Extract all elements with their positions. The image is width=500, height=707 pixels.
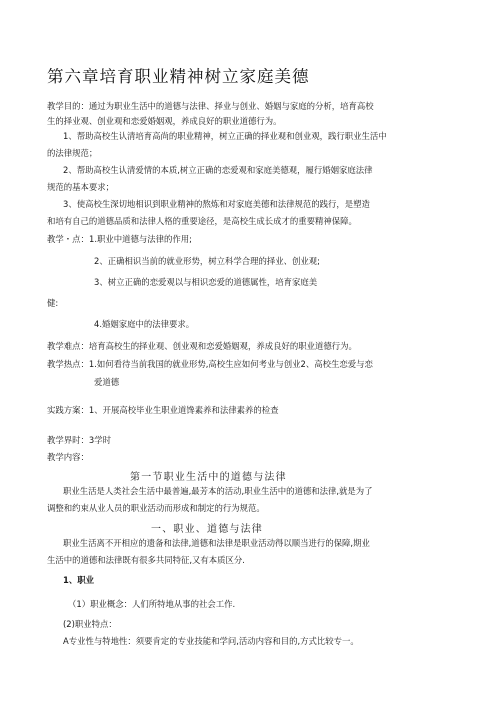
section-heading: 第一节职业生活中的道德与法律 xyxy=(130,472,287,483)
list-item: A专业性与特地性：须要肯定的专业技能和学问,活动内容和目的,方式比较专一。 xyxy=(63,636,359,646)
numbered-heading: 1、职业 xyxy=(63,575,94,585)
teaching-goal-item: 1、帮助高校生认清培育高尚的职业精神，树立正确的择业观和创业观，践行职业生活中 xyxy=(63,131,387,141)
key-point-item: 1.职业中道德与法律的作用; xyxy=(89,234,192,244)
key-point-item: 4.婚姻家庭中的法律要求。 xyxy=(94,319,195,329)
body-paragraph: 职业生活是人类社会生活中最普遍,最芳本的活动,职业生活中的道德和法律,就是为了 xyxy=(63,486,373,496)
body-paragraph: 调整和约束从业人员的职业活动而形成和制定的行为规范。 xyxy=(47,503,265,513)
practice-plan: 实践方案：1、开展高校毕业生职业道馋素养和法律素养的检查 xyxy=(47,405,279,415)
teaching-content-label: 教学内容： xyxy=(47,452,89,462)
chapter-title: 第六章培育职业精神树立家庭美德 xyxy=(47,67,310,86)
teaching-difficulty: 教学难点：培育高校生的择业观、创业观和恋爱婚姻观，养成良好的职业道德行为。 xyxy=(47,341,357,351)
list-item: （1）职业概念：人们所特地从事的社会工作. xyxy=(68,599,236,609)
key-points-label: 教学・点： xyxy=(47,234,89,244)
teaching-goal-item: 3、使高校生深切地相识到职业精神的熬炼和对家庭美德和法律规范的践行，是塑造 xyxy=(63,199,370,209)
subsection-heading: 一、职业、道德与法律 xyxy=(151,524,263,535)
teaching-goal-item: 和培有自己的道德品质和法律人格的重要途径，是高校生成长成才的重要精神保障。 xyxy=(47,216,357,226)
teaching-goal-line: 教学目的：通过为职业生活中的道德与法律、择业与创业、婚姻与家庭的分析，培育高校 xyxy=(47,101,374,111)
teaching-hours: 教学界时：3学时 xyxy=(47,435,111,445)
teaching-goal-line: 生的择业观、创业观和恋爱婚姻观，养成良好的职业道德行为。 xyxy=(47,116,282,126)
list-item: (2)职业特点： xyxy=(63,619,117,629)
teaching-goal-item: 的法律规范； xyxy=(47,148,98,158)
key-point-item: 2、正确相识当前的就业形势，树立科学合理的择业、创业观; xyxy=(94,256,320,266)
teaching-hotspot: 教学热点：1.如何看待当前我国的就业形势,高校生应如何考业与创业2、高校生恋爱与恋 xyxy=(47,359,373,369)
teaching-goal-item: 2、帮助高校生认清爱情的本质,树立正确的恋爱观和家庭美德观，履行婚姻家庭法律 xyxy=(63,165,373,175)
teaching-goal-item: 规范的基本要求； xyxy=(47,182,114,192)
body-paragraph: 职业生活离不开相应的遗备和法律,道德和法律是职业活动得以顺当进行的保障,期业 xyxy=(63,538,370,548)
key-point-item: 3、树立正确的恋爱观以与相识恋爱的道德属性，培育家庭美 xyxy=(94,277,318,287)
teaching-hotspot: 爱道德 xyxy=(94,377,120,387)
key-point-item: 健: xyxy=(47,298,59,308)
body-paragraph: 生活中的道德和法律既有很多共同特征,又有本质区分. xyxy=(47,555,245,565)
